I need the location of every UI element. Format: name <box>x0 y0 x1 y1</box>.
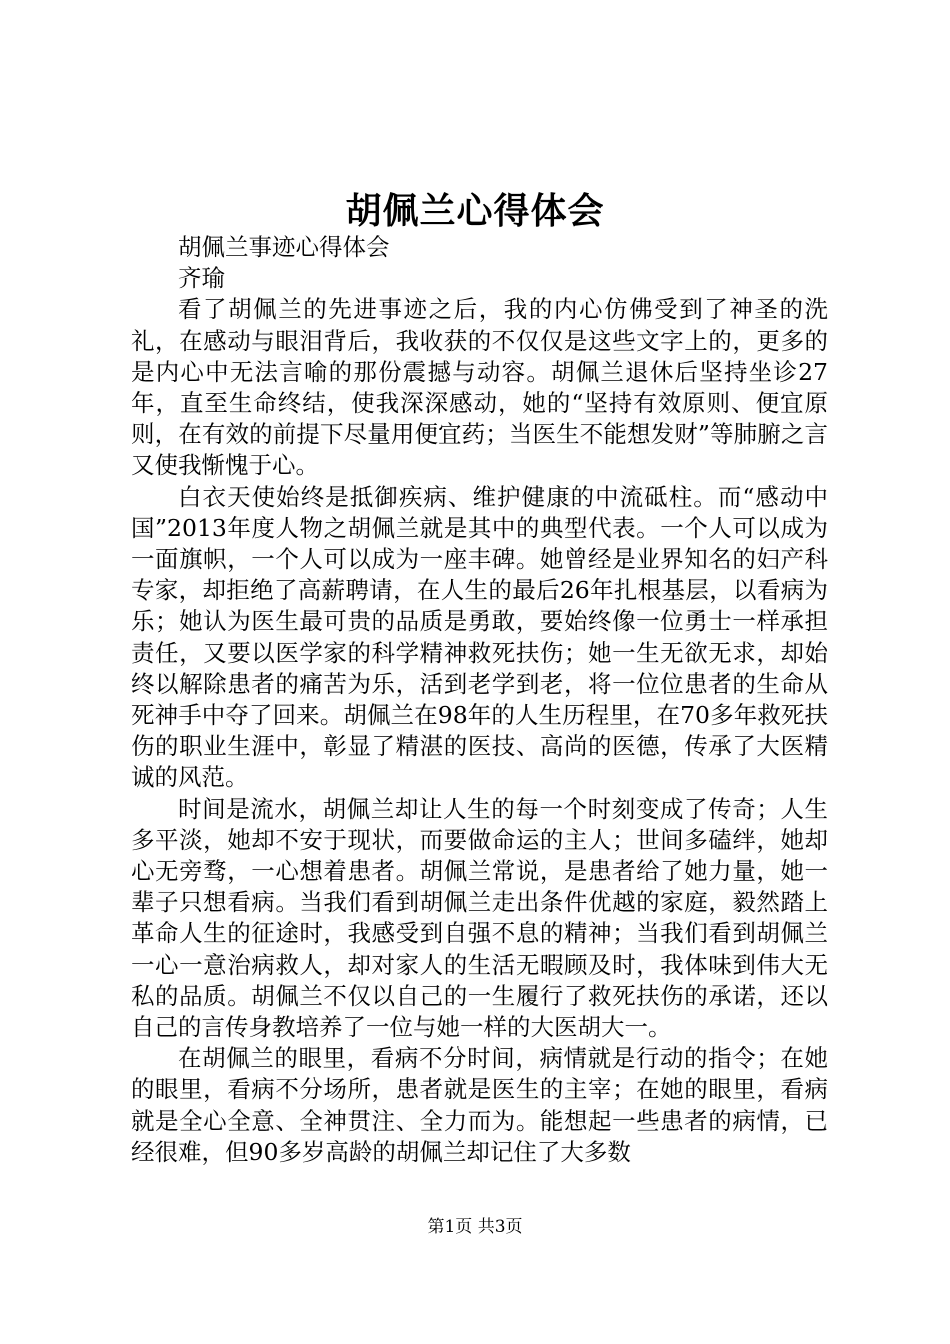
paragraph-2: 白衣天使始终是抵御疾病、维护健康的中流砥柱。而“感动中国”2013年度人物之胡佩兰就是其中的典型代表。一个人可以成为一面旗帜，一个人可以成为一座丰碑。她曾经是业界知名的妇产科专家，却拒绝了高薪聘请，在人生的最后26年扎根基层，以看病为乐；她认为医生最可贵的品质是勇敢，要始终像一位勇士一样承担责任，又要以医学家的科学精神救死扶伤；她一生无欲无求，却始终以解除患者的痛苦为乐，活到老学到老，将一位位患者的生命从死神手中夺了回来。胡佩兰在98年的人生历程里，在70多年救死扶伤的职业生涯中，彰显了精湛的医技、高尚的医德，传承了大医精诚的风范。 <box>131 482 828 792</box>
document-subtitle: 胡佩兰事迹心得体会 <box>178 233 390 261</box>
page-number: 第1页 共3页 <box>427 1217 523 1237</box>
document-body <box>131 232 828 1168</box>
paragraph-1: 看了胡佩兰的先进事迹之后，我的内心仿佛受到了神圣的洗礼，在感动与眼泪背后，我收获的不仅仅是这些文字上的，更多的是内心中无法言喻的那份震撼与动容。胡佩兰退休后坚持坐诊27年，直至生命终结，使我深深感动，她的“坚持有效原则、便宜原则，在有效的前提下尽量用便宜药；当医生不能想发财”等肺腑之言又使我惭愧于心。 <box>131 295 828 480</box>
document-title: 胡佩兰心得体会 <box>345 190 605 232</box>
paragraph-3: 时间是流水，胡佩兰却让人生的每一个时刻变成了传奇；人生多平淡，她却不安于现状，而要做命运的主人；世间多磕绊，她却心无旁骛，一心想着患者。胡佩兰常说，是患者给了她力量，她一辈子只想看病。当我们看到胡佩兰走出条件优越的家庭，毅然踏上革命人生的征途时，我感受到自强不息的精神；当我们看到胡佩兰一心一意治病救人，却对家人的生活无暇顾及时，我体味到伟大无私的品质。胡佩兰不仅以自己的一生履行了救死扶伤的承诺，还以自己的言传身教培养了一位与她一样的大医胡大一。 <box>131 794 828 1042</box>
paragraph-4: 在胡佩兰的眼里，看病不分时间，病情就是行动的指令；在她的眼里，看病不分场所，患者就是医生的主宰；在她的眼里，看病就是全心全意、全神贯注、全力而为。能想起一些患者的病情，已经很难，但90多岁高龄的胡佩兰却记住了大多数 <box>131 1044 828 1166</box>
document-author: 齐瑜 <box>178 264 225 293</box>
